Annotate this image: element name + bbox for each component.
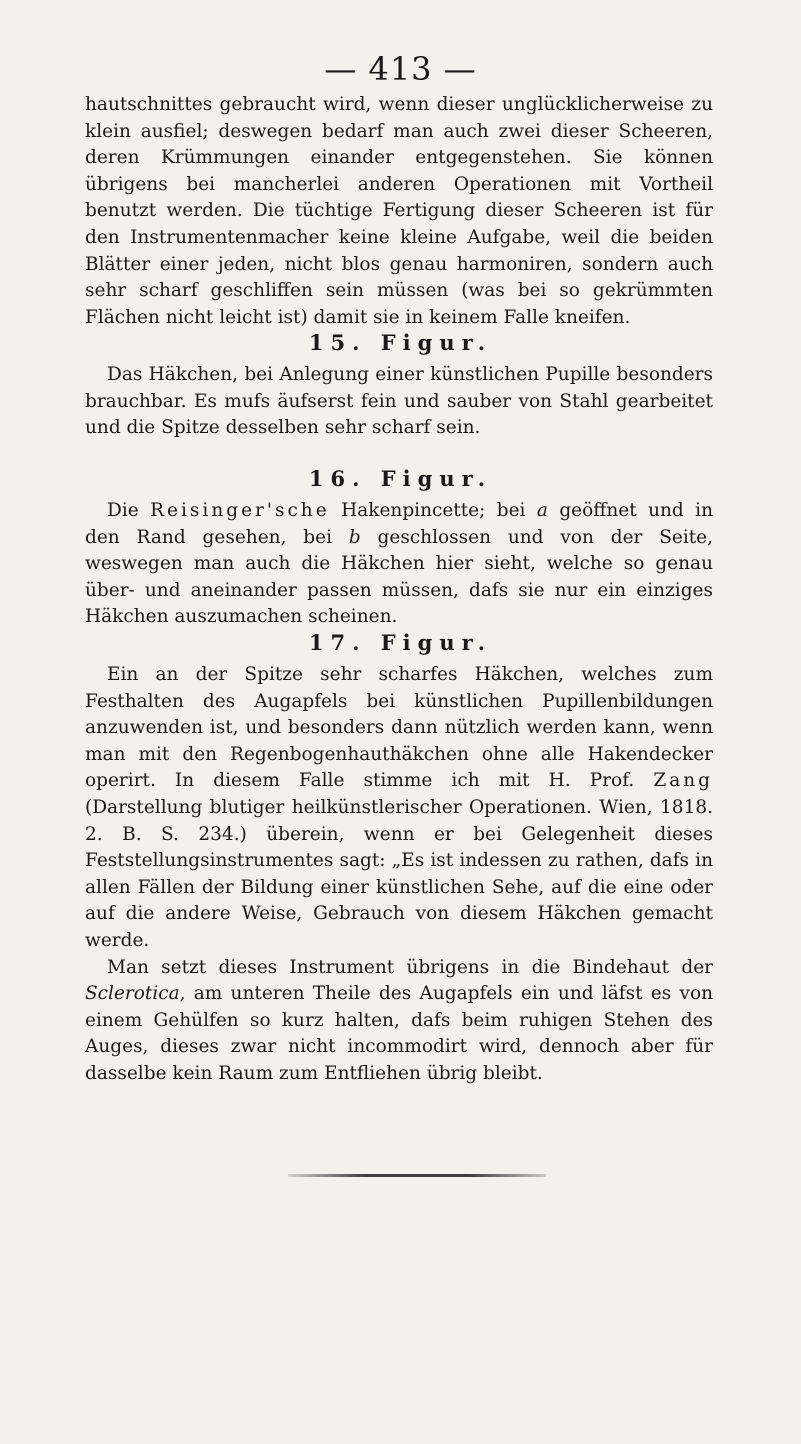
person-name: Reisinger'sche xyxy=(150,500,330,521)
italic-term: Sclerotica xyxy=(85,983,180,1005)
text-run: (Darstellung blutiger heilkünstlerischer Operationen. Wien, 1818. 2. B. S. 234.) überein, wenn er bei Gelegenheit dieses Feststellungsinstrumentes sagt: „Es ist indessen zu rathen, dafs in allen Fällen der Bildung einer künstlichen Sehe, auf die eine oder auf die andere Weise, Gebrauch von diesem Häkchen gemacht werde. xyxy=(85,796,713,951)
paragraph-text: hautschnittes gebraucht wird, wenn dieser unglücklicherweise zu klein ausfiel; deswegen bedarf man auch zwei dieser Scheeren, deren Krümmungen einander entgegenstehen. Sie können übrigens bei mancherlei anderen Operationen mit Vortheil benutzt werden. Die tüchtige Fertigung dieser Scheeren ist für den Instrumentenmacher keine kleine Aufgabe, weil die beiden Blätter einer jeden, nicht blos genau harmoniren, sondern auch sehr scharf geschliffen sein müssen (was bei so gekrümmten Flächen nicht leicht ist) damit sie in keinem Falle kneifen. xyxy=(85,94,713,328)
page-number: — 413 — xyxy=(324,50,477,88)
text-run: Die xyxy=(107,500,151,521)
figure-label-b: b xyxy=(348,526,361,548)
text-run: geöffnet und in den Rand gesehen, bei xyxy=(85,500,714,548)
figure-label-a: a xyxy=(536,500,548,521)
paragraph-figure-15 xyxy=(85,362,713,442)
text-run: Man setzt dieses Instrument übrigens in die Bindehaut der xyxy=(107,956,713,978)
paragraph-scissors xyxy=(85,92,713,331)
paragraph-text xyxy=(85,662,713,955)
heading-figure-15: 15. Figur. xyxy=(308,330,493,355)
paragraph-text xyxy=(85,955,713,1088)
heading-figure-17: 17. Figur. xyxy=(308,630,493,655)
text-run: geschlossen und von der Seite, weswegen man auch die Häkchen hier sieht, welche so genau über- und aneinander passen müssen, dafs sie nur ein einziges Häkchen auszumachen scheinen. xyxy=(85,526,714,628)
text-run: Ein an der Spitze sehr scharfes Häkchen, welches zum Festhalten des Augapfels bei künstlichen Pupillenbildungen anzuwenden ist, und besonders dann nützlich werden kann, wenn man mit den Regenbogenhauthäkchen ohne alle Hakendecker operirt. In diesem Falle stimme ich mit H. Prof. xyxy=(85,664,713,792)
paragraph-text: Das Häkchen, bei Anlegung einer künstlichen Pupille besonders brauchbar. Es mufs äufserst fein und sauber von Stahl gearbeitet und die Spitze desselben sehr scharf sein. xyxy=(85,364,713,439)
text-run: Hakenpincette; bei xyxy=(329,500,537,521)
person-name: Zang xyxy=(653,770,713,792)
paragraph-figure-16 xyxy=(85,498,713,631)
paragraph-figure-17 xyxy=(85,662,713,1088)
closing-rule xyxy=(288,1174,546,1177)
heading-figure-16: 16. Figur. xyxy=(308,466,493,491)
paragraph-text xyxy=(85,498,713,631)
text-run: , am unteren Theile des Augapfels ein und läfst es von einem Gehülfen so kurz halten, dafs beim ruhigen Stehen des Auges, dieses zwar nicht incommodirt wird, dennoch aber für dasselbe kein Raum zum Entfliehen übrig bleibt. xyxy=(85,983,713,1084)
